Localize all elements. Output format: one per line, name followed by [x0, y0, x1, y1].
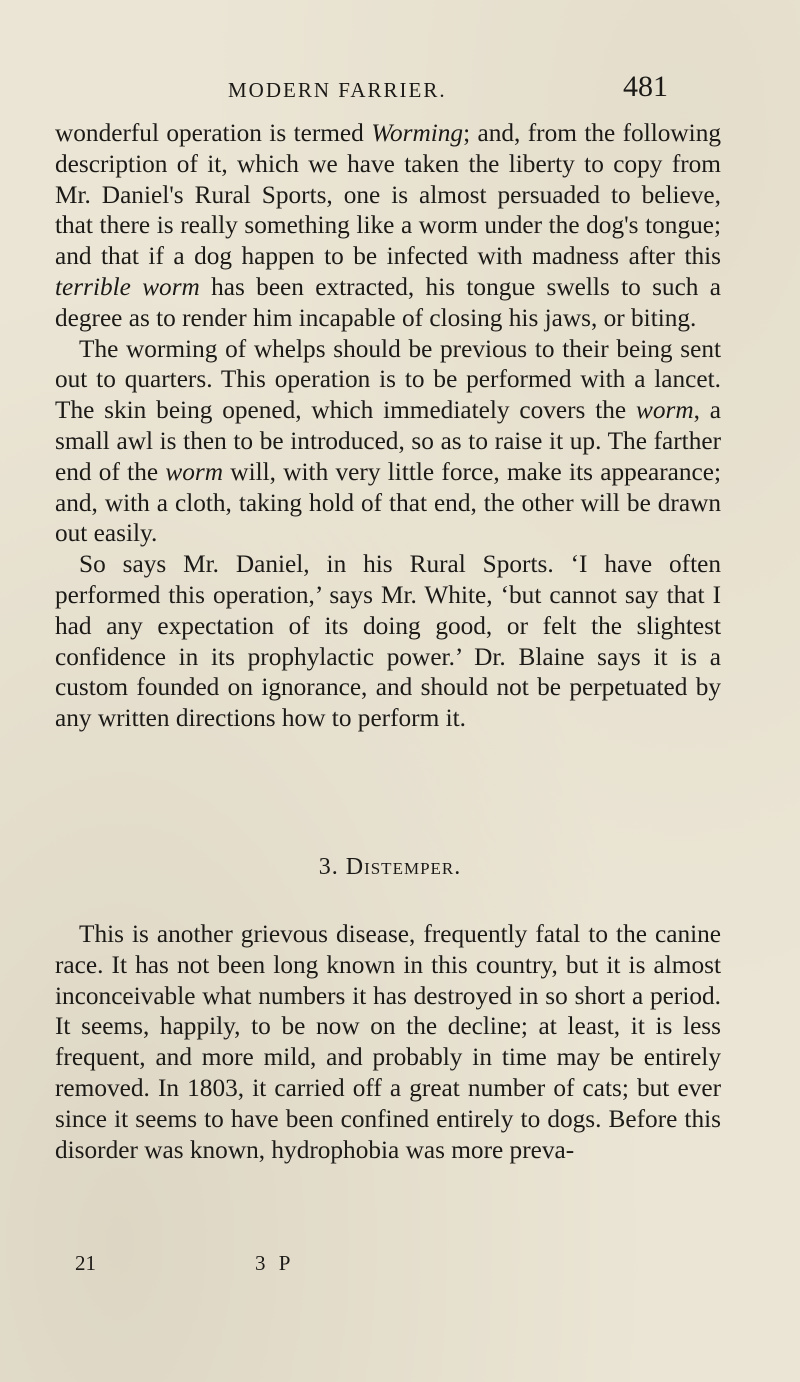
italic-text: terrible worm — [55, 272, 200, 301]
text-run: ; and, from the following description of it, which we have taken the liberty to copy from Mr. Daniel's Rural Sports, one is almost persuaded to believe, that there is really something like a worm under the dog's tongue; and that if a dog happen to be infected with madness after this — [55, 119, 721, 271]
text-run: has been extracted, his tongue swells to such a degree as to render him incapable of closing his jaws, or biting. — [55, 272, 721, 332]
text-run: This is another grievous disease, frequently fatal to the canine race. It has not been long known in this country, but it is almost inconceivable what numbers it has destroyed in so short a period. It seems, happily, to be now on the decline; at least, it is less frequent, and more mild, and probably in time may be entirely removed. In 1803, it carried off a great number of cats; but ever since it seems to have been confined entirely to dogs. Before this disorder was known, hydrophobia was more preva- — [55, 920, 721, 1164]
text-run: So says Mr. Daniel, in his Rural Sports. ‘I have often performed this operation,’ says Mr. White, ‘but cannot say that I had any expectation of its doing good, or felt the slightest confidence in its prophylactic power.’ Dr. Blaine says it is a custom founded on ignorance, and should not be perpetuated by any written directions how to perform it. — [55, 550, 721, 733]
paragraph — [55, 549, 721, 734]
italic-text: Worming — [371, 119, 464, 147]
gathering-number: 21 — [75, 1251, 96, 1275]
italic-text: worm — [165, 457, 224, 486]
text-run: wonderful operation is termed — [55, 119, 372, 147]
page-header — [198, 70, 668, 110]
page-footer — [75, 1251, 375, 1281]
text-run: The worming of whelps should be previous to their being sent out to quarters. This operation is to be performed with a lancet. The skin being opened, which immediately covers the — [55, 334, 721, 425]
body-text — [55, 118, 721, 734]
text-run: will, with very little force, make its appearance; and, with a cloth, taking hold of that end, the other will be drawn out easily. — [55, 457, 721, 548]
paragraph — [55, 118, 721, 334]
section-heading: 3. Distemper. — [318, 854, 462, 880]
paragraph — [55, 919, 721, 1165]
body-text-section-3 — [55, 919, 721, 1165]
italic-text: worm — [635, 396, 694, 425]
paragraph — [55, 334, 721, 550]
text-run: , a small awl is then to be introduced, so as to raise it up. The farther end of the — [55, 396, 721, 486]
page-number: 481 — [623, 70, 668, 103]
running-head: MODERN FARRIER. — [228, 78, 447, 102]
signature-mark: 3 P — [255, 1251, 295, 1275]
